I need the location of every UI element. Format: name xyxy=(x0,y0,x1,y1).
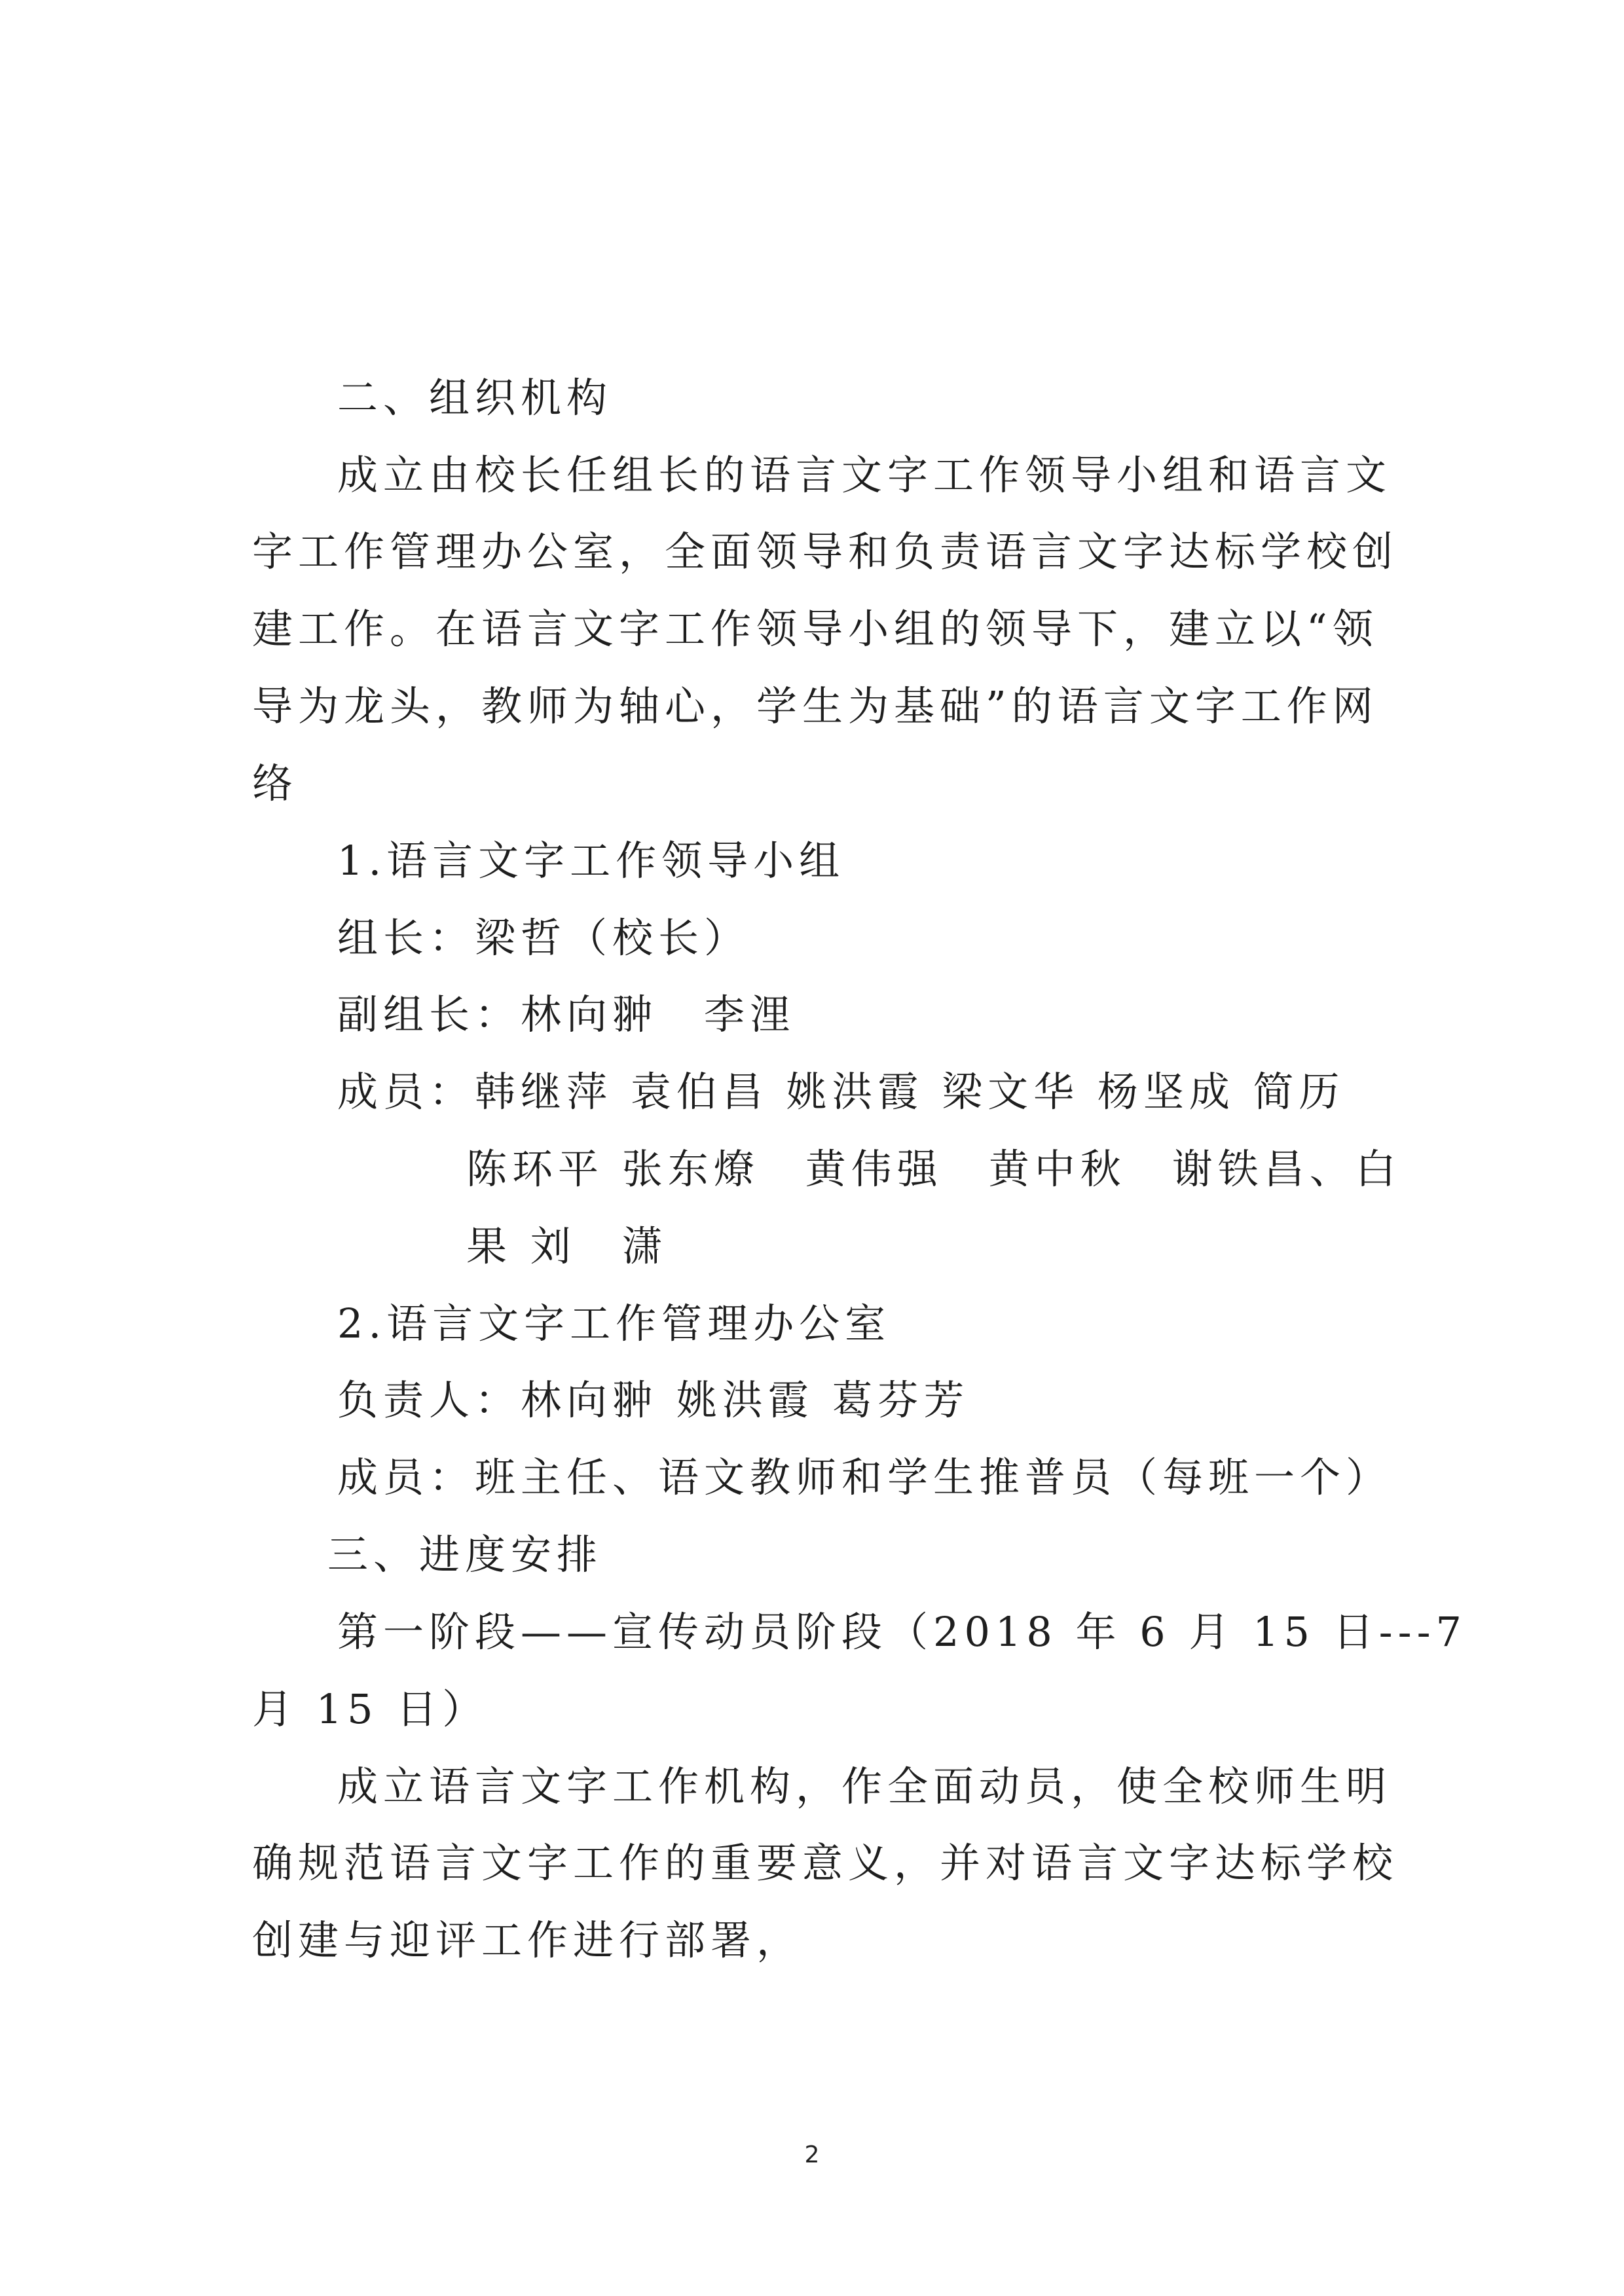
section-heading-organization: 二、组织机构 xyxy=(337,374,613,422)
group-members-continued: 果 刘 潇 xyxy=(466,1222,668,1270)
paragraph-line: 导为龙头，教师为轴心，学生为基础”的语言文字工作网 xyxy=(252,682,1378,730)
group-title-leadership: 1.语言文字工作领导小组 xyxy=(337,837,845,884)
paragraph-line: 字工作管理办公室，全面领导和负责语言文字达标学校创 xyxy=(252,528,1399,575)
office-responsible: 负责人：林向翀 姚洪霞 葛芬芳 xyxy=(337,1376,970,1424)
group-title-office: 2.语言文字工作管理办公室 xyxy=(337,1300,891,1347)
page-number: 2 xyxy=(804,2141,820,2168)
section-heading-schedule: 三、进度安排 xyxy=(327,1531,603,1578)
group-members: 成员：韩继萍 袁伯昌 姚洪霞 梁文华 杨坚成 简历 xyxy=(337,1068,1345,1116)
paragraph-line: 络 xyxy=(252,759,299,807)
office-members: 成员：班主任、语文教师和学生推普员（每班一个） xyxy=(337,1453,1392,1501)
paragraph-line: 成立由校长任组长的语言文字工作领导小组和语言文 xyxy=(337,451,1392,499)
group-members-continued: 陈环平 张东燎 黄伟强 黄中秋 谢铁昌、白 xyxy=(466,1145,1401,1193)
phase-line: 月 15 日） xyxy=(252,1685,489,1733)
paragraph-line: 建工作。在语言文字工作领导小组的领导下，建立以“领 xyxy=(252,605,1378,653)
paragraph-line: 创建与迎评工作进行部署， xyxy=(252,1916,803,1964)
phase-line: 第一阶段——宣传动员阶段（2018 年 6 月 15 日---7 xyxy=(337,1608,1467,1656)
paragraph-line: 确规范语言文字工作的重要意义，并对语言文字达标学校 xyxy=(252,1839,1399,1887)
group-deputy: 副组长：林向翀 李浬 xyxy=(337,991,796,1038)
group-leader: 组长：梁哲（校长） xyxy=(337,914,750,962)
paragraph-line: 成立语言文字工作机构，作全面动员，使全校师生明 xyxy=(337,1762,1392,1810)
